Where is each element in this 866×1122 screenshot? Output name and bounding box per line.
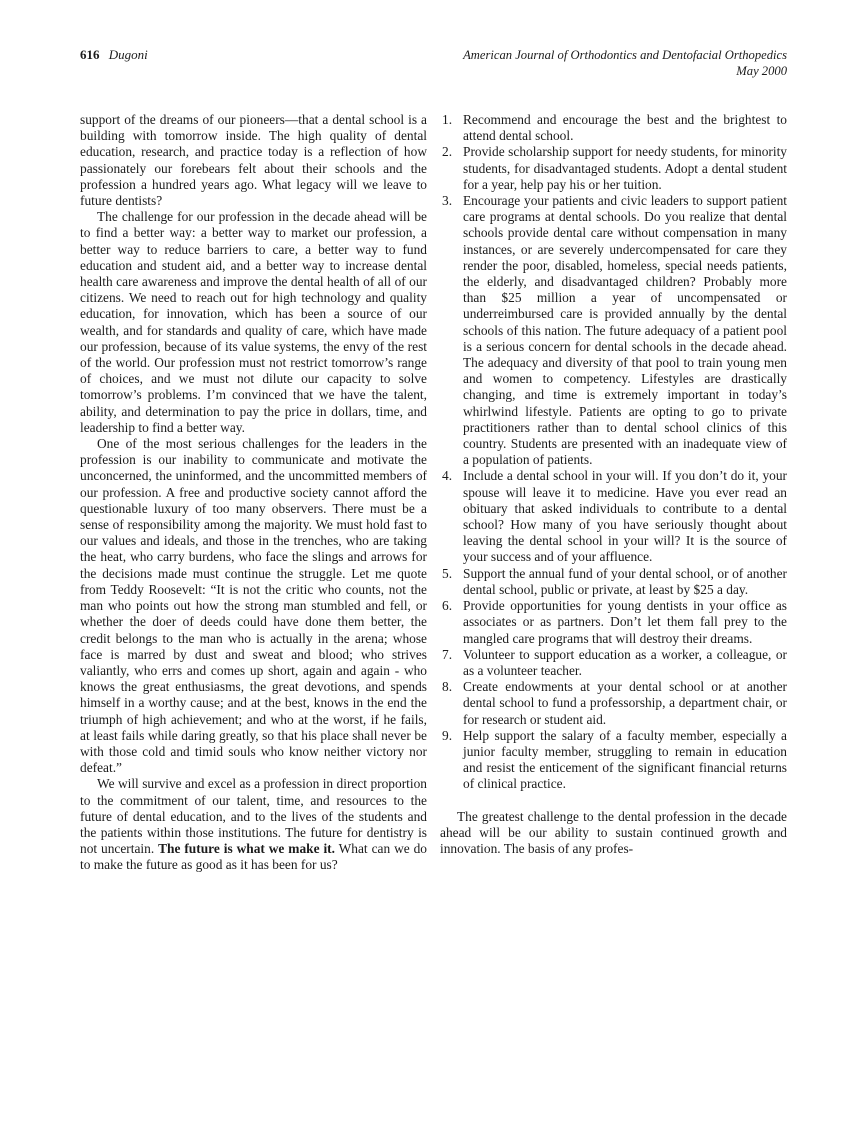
- paragraph-text: We will survive and excel as a profession in direct proportion to the commitment of our talent, time, and resources to the future of dental education, and to the lives of the students and the patients within those institutions. The future for dentistry is not uncertain.: [80, 776, 427, 857]
- list-item: [440, 193, 787, 468]
- journal-title: American Journal of Orthodontics and Dentofacial Orthopedics: [463, 48, 787, 62]
- list-item: [440, 598, 787, 647]
- list-item-text: Encourage your patients and civic leaders to support patient care programs at dental schools. Do you realize that dental schools provide dental care without compensation in many instances, or are severely undercompensated for care they render the poor, disabled, homeless, special needs patients, the elderly, and disadvantaged children? Probably more than $25 million a year of uncompensated or underreimbursed care is provided annually by the dental schools of this nation. The future adequacy of a patient pool is a serious concern for dental schools in the decade ahead. The adequacy and diversity of that pool to train young men and women to competency. Lifestyles are drastically changing, and time is extremely important in today’s whirlwind lifestyle. Patients are opting to go to private practitioners rather than to dental school clinics of this country. Students are presented with an inadequate view of a population of patients.: [463, 193, 787, 468]
- list-item-number: 1.: [442, 112, 453, 127]
- list-item-number: 9.: [442, 727, 453, 743]
- list-item-text: Help support the salary of a faculty member, especially a junior faculty member, struggling to remain in education and resist the enticement of the significant financial returns of clinical practice.: [463, 727, 787, 792]
- list-item: [440, 468, 787, 565]
- list-item-number: 2.: [442, 144, 453, 160]
- running-head-right: [463, 47, 787, 79]
- list-item-number: 3.: [442, 193, 453, 209]
- list-item: [440, 679, 787, 728]
- list-item: [440, 112, 787, 144]
- closing-paragraph: The greatest challenge to the dental profession in the decade ahead will be our ability to sustain continued growth and innovation. The basis of any profes-: [440, 808, 787, 856]
- two-column-body: [80, 112, 787, 874]
- paragraph-roosevelt-quote: One of the most serious challenges for the leaders in the profession is our inability to communicate and motivate the unconcerned, the uninformed, and the uncommitted members of our profession. A free and productive society cannot afford the questionable luxury of too many observers. There must be a sense of responsibility among the majority. We must hold fast to our values and ideals, and those in the trenches, who are taking the heat, who carry burdens, who face the slings and arrows for the decisions made must continue the struggle. Let me quote from Teddy Roosevelt: “It is not the critic who counts, not the man who points out how the strong man stumbled and fell, or whether the doer of deeds could have done them better, the credit belongs to the man who is actually in the arena; whose face is marred by dust and sweat and blood; who strives valiantly, who errs and comes up short, again and again - who knows the great enthusiasms, the great devotions, and spends himself in a worthy cause; and at the best, knows in the end the triumph of high achievement; and who at the worst, if he fails, at least fails while daring greatly, so that his place shall never be with those cold and timid souls who know neither victory nor defeat.”: [80, 436, 427, 776]
- running-head-left: [80, 47, 148, 63]
- left-column: [80, 112, 427, 874]
- list-item-number: 7.: [442, 646, 453, 662]
- list-item-text: Create endowments at your dental school or at another dental school to fund a professorship, a department chair, or for research or student aid.: [463, 679, 787, 727]
- list-item: [440, 566, 787, 598]
- list-item-number: 6.: [442, 598, 453, 614]
- running-head: [80, 47, 787, 79]
- list-item-text: Recommend and encourage the best and the brightest to attend dental school.: [463, 112, 787, 144]
- issue-date: May 2000: [736, 64, 787, 78]
- list-item-number: 5.: [442, 565, 453, 581]
- list-item: [440, 647, 787, 679]
- list-item-number: 8.: [442, 679, 453, 695]
- list-item: [440, 728, 787, 793]
- paragraph-challenge: The challenge for our profession in the decade ahead will be to find a better way: a better way to market our profession, a better way to reduce barriers to care, a better way to fund education and student aid, and a better way to increase dental health care awareness and improve the dental health of all of our citizens. We need to reach out for high technology and quality education, for innovation, which has been a source of our wealth, and for standards and quality of care, which have made our profession, because of its value systems, the envy of the rest of the world. Our profession must not restrict tomorrow’s range of choices, and we must not dilute our capacity to solve tomorrow’s problems. I’m convinced that we have the talent, ability, and determination to pay the price in dollars, time, and leadership to find a better way.: [80, 209, 427, 435]
- bold-phrase: The future is what we make it.: [158, 841, 335, 857]
- paragraph-closing-left: [80, 776, 427, 873]
- list-item-text: Provide opportunities for young dentists in your office as associates or as partners. Don’t let them fall prey to the mangled care programs that will destroy their dreams.: [463, 598, 787, 646]
- list-item-text: Include a dental school in your will. If you don’t do it, your spouse will leave it to medicine. Have you ever read an obituary that asked individuals to contribute to a dental school? How many of you have seriously thought about leaving the dental school in your will? It is the source of your success and of your affluence.: [463, 468, 787, 565]
- list-item-number: 4.: [442, 468, 453, 484]
- list-item: [440, 144, 787, 193]
- list-item-text: Support the annual fund of your dental school, or of another dental school, public or private, at least by $25 a day.: [463, 565, 787, 597]
- right-column: [440, 112, 787, 874]
- list-item-text: Volunteer to support education as a worker, a colleague, or as a volunteer teacher.: [463, 646, 787, 678]
- paragraph-continuation: support of the dreams of our pioneers—that a dental school is a building with tomorrow inside. The high quality of dental education, research, and practice today is a reflection of how passionately our forebears felt about their schools and the profession a hundred years ago. What legacy will we leave to future dentists?: [80, 112, 427, 209]
- paragraph-text: What can we do to make the future as good as it has been for us?: [80, 841, 427, 873]
- page-number: 616: [80, 47, 100, 62]
- numbered-list: [440, 112, 787, 793]
- list-item-text: Provide scholarship support for needy students, for minority students, for disadvantaged students. Adopt a dental student for a year, help pay his or her tuition.: [463, 144, 787, 192]
- author-name: Dugoni: [108, 47, 148, 62]
